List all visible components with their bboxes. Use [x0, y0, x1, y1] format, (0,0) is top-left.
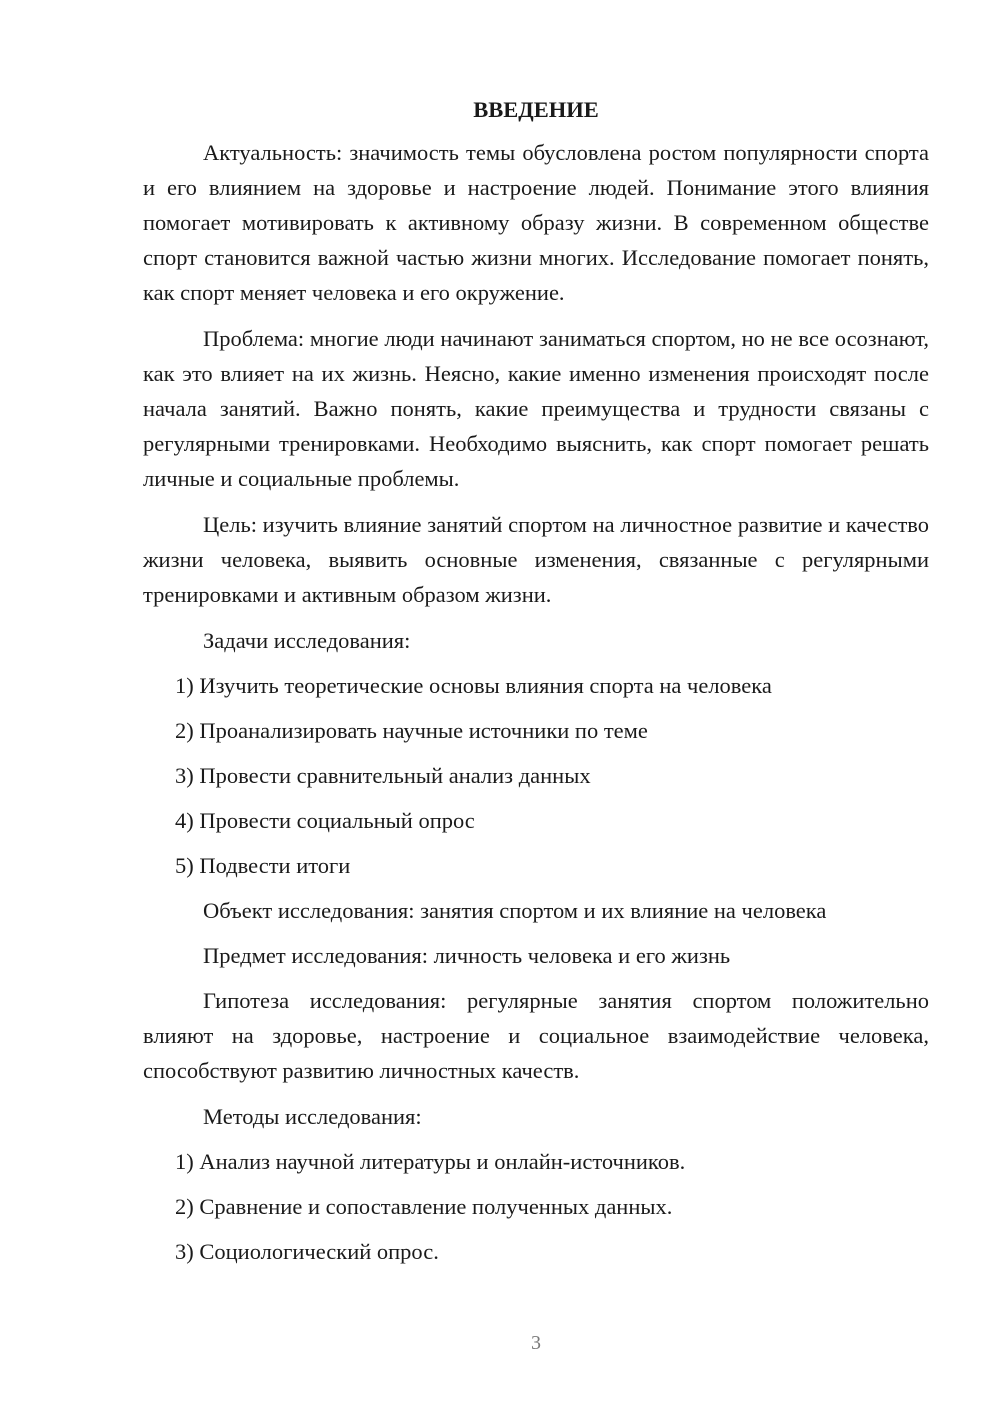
list-item: 3) Провести сравнительный анализ данных: [175, 763, 591, 788]
subject-paragraph: Предмет исследования: личность человека и его жизнь: [203, 943, 731, 968]
methods-title: Методы исследования:: [203, 1104, 422, 1129]
list-item: 4) Провести социальный опрос: [175, 808, 475, 833]
list-item: 1) Изучить теоретические основы влияния спорта на человека: [175, 673, 772, 698]
problem-paragraph: Проблема: многие люди начинают заниматься спортом, но не все осознают, как это влияет на их жизнь. Неясно, какие именно изменения происходят после начала занятий. Важно понять, какие преимущества и трудности связаны с регулярными тренировками. Необходимо выяснить, как спорт помогает решать личные и социальные проблемы.: [143, 326, 929, 491]
page-number-container: [0, 1331, 1000, 1355]
document-body: [143, 92, 929, 1279]
methods-list: [143, 1144, 929, 1269]
object-paragraph: Объект исследования: занятия спортом и их влияние на человека: [203, 898, 827, 923]
list-item: 5) Подвести итоги: [175, 853, 351, 878]
list-item: 3) Социологический опрос.: [175, 1239, 439, 1264]
list-item: 2) Проанализировать научные источники по теме: [175, 718, 648, 743]
relevance-paragraph: Актуальность: значимость темы обусловлена ростом популярности спорта и его влиянием на здоровье и настроение людей. Понимание этого влияния помогает мотивировать к активному образу жизни. В современном обществе спорт становится важной частью жизни многих. Исследование помогает понять, как спорт меняет человека и его окружение.: [143, 140, 929, 305]
tasks-list: [143, 668, 929, 883]
list-item: 1) Анализ научной литературы и онлайн-источников.: [175, 1149, 686, 1174]
hypothesis-paragraph: Гипотеза исследования: регулярные занятия спортом положительно влияют на здоровье, настроение и социальное взаимодействие человека, способствуют развитию личностных качеств.: [143, 988, 929, 1083]
section-heading: ВВЕДЕНИЕ: [473, 97, 599, 122]
list-item: 2) Сравнение и сопоставление полученных данных.: [175, 1194, 673, 1219]
page-number: 3: [531, 1332, 541, 1354]
tasks-title: Задачи исследования:: [203, 628, 411, 653]
goal-paragraph: Цель: изучить влияние занятий спортом на личностное развитие и качество жизни человека, выявить основные изменения, связанные с регулярными тренировками и активным образом жизни.: [143, 512, 929, 607]
